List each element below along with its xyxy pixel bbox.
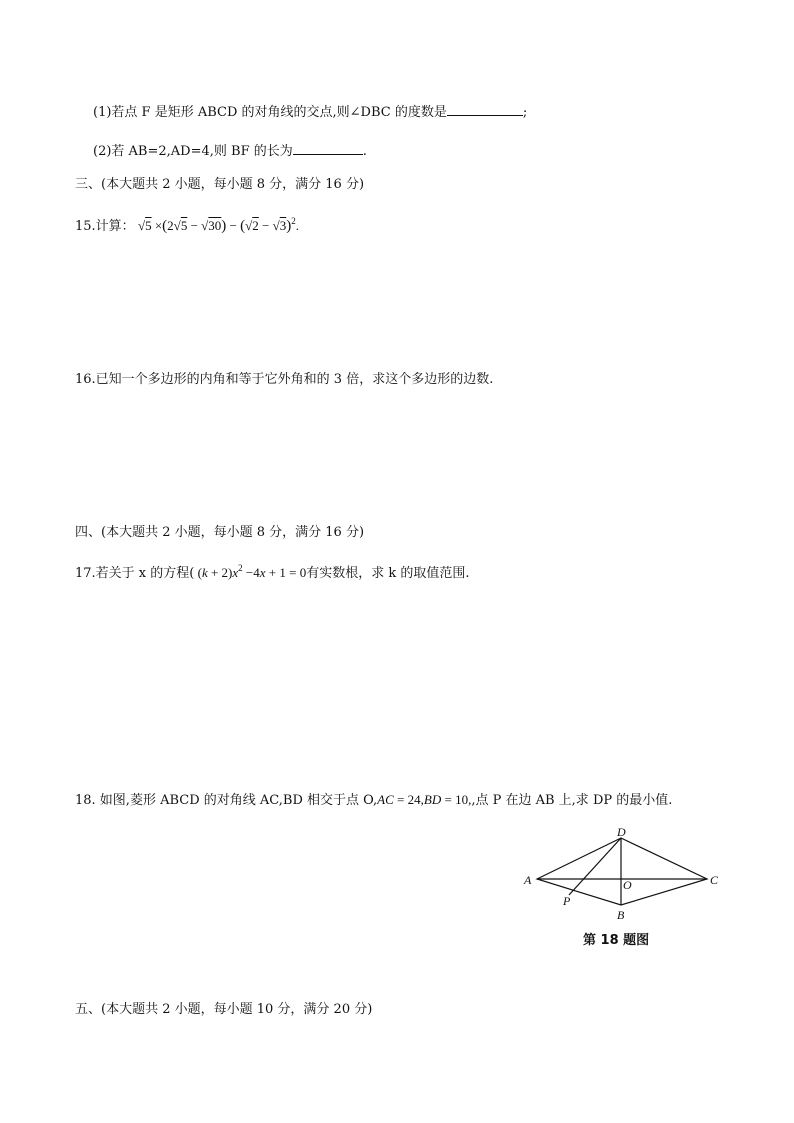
sqrt-icon: √: [245, 218, 253, 233]
q18-condition: AC = 24,BD = 10,: [377, 792, 472, 807]
label-p: P: [563, 894, 571, 908]
q17-after: 有实数根，求 k 的取值范围.: [306, 566, 470, 581]
q14-part2-text: (2)若 AB=2,AD=4,则 BF 的长为: [93, 144, 293, 159]
sqrt-icon: √: [137, 218, 146, 233]
question-18: [75, 791, 672, 810]
q15-expression: $√5 \times(2√5 - √30) - (√2 - √3)^2$.: [137, 216, 300, 234]
label-o: O: [623, 878, 632, 892]
label-c: C: [710, 873, 719, 887]
label-b: B: [617, 908, 625, 922]
answer-blank-2[interactable]: [293, 142, 363, 155]
label-d: D: [617, 826, 626, 839]
section-3-heading: 三、(本大题共 2 小题，每小题 8 分，满分 16 分): [75, 177, 365, 192]
q14-part1-end: ;: [522, 105, 528, 120]
q17-before: 17.若关于 x 的方程(: [75, 566, 195, 581]
label-a: A: [524, 873, 532, 887]
q18-before: 18. 如图,菱形 ABCD 的对角线 AC,BD 相交于点 O,: [75, 793, 378, 808]
q18-after: ,点 P 在边 AB 上,求 DP 的最小值.: [471, 793, 673, 808]
q14-part2-end: .: [362, 144, 367, 159]
q14-part1: [93, 103, 527, 122]
rhombus-figure: [520, 826, 750, 926]
q14-part1-text: (1)若点 F 是矩形 ABCD 的对角线的交点,则∠DBC 的度数是: [93, 105, 447, 120]
answer-blank-1[interactable]: [447, 103, 523, 116]
q14-part2: [93, 142, 367, 161]
sqrt-icon: √: [173, 218, 181, 233]
question-15: [75, 217, 299, 236]
section-5-heading: 五、(本大题共 2 小题，每小题 10 分，满分 20 分): [75, 1002, 373, 1017]
segment-dp: [569, 838, 621, 895]
q17-equation: $(k + 2)x^2 -4x + 1 = 0$: [197, 563, 307, 580]
q15-label: 15.计算：: [75, 219, 135, 234]
question-17: [75, 564, 470, 583]
sqrt-icon: √: [272, 218, 280, 233]
section-4-heading: 四、(本大题共 2 小题，每小题 8 分，满分 16 分): [75, 525, 365, 540]
question-16: 16.已知一个多边形的内角和等于它外角和的 3 倍，求这个多边形的边数.: [75, 372, 494, 387]
figure-caption: 第 18 题图: [583, 933, 650, 948]
sqrt-icon: √: [201, 218, 209, 233]
